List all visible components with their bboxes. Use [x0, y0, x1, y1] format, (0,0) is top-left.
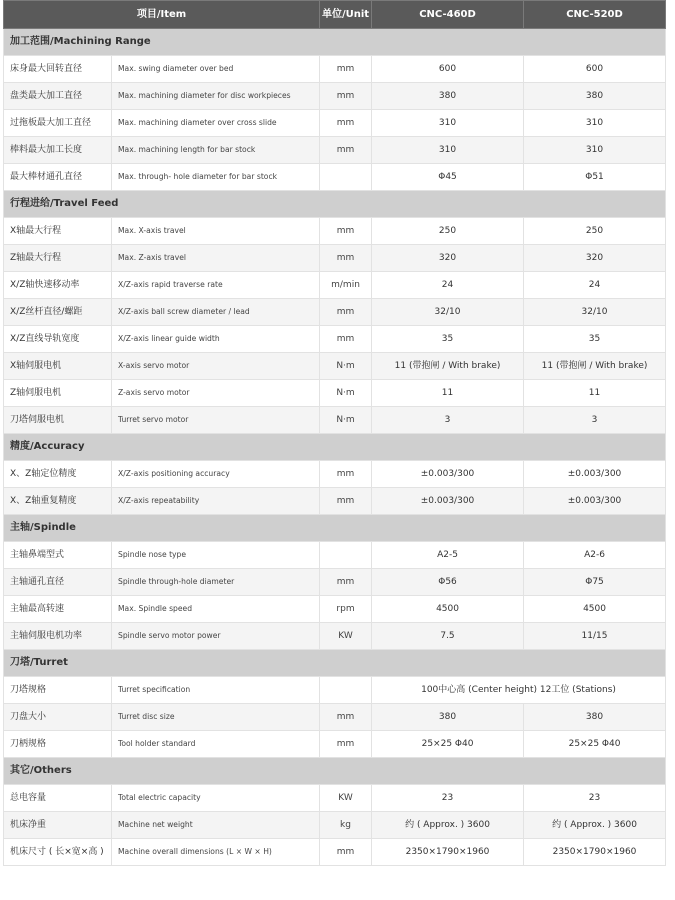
spec-sheet [3, 0, 665, 866]
header-model-b: CNC-520D [524, 1, 666, 29]
spec-name-zh: 刀塔伺服电机 [4, 407, 112, 434]
spec-unit: mm [320, 461, 372, 488]
spec-row [4, 326, 666, 353]
spec-unit: N·m [320, 353, 372, 380]
section-header-row [4, 650, 666, 677]
spec-name-en: Turret specification [112, 677, 320, 704]
spec-table [3, 0, 666, 866]
spec-name-en: Turret servo motor [112, 407, 320, 434]
spec-name-en: Max. X-axis travel [112, 218, 320, 245]
spec-name-en: Max. machining length for bar stock [112, 137, 320, 164]
spec-row [4, 245, 666, 272]
spec-name-zh: 机床尺寸 ( 长×宽×高 ) [4, 839, 112, 866]
spec-row [4, 542, 666, 569]
spec-row [4, 461, 666, 488]
spec-unit [320, 542, 372, 569]
spec-row [4, 299, 666, 326]
spec-row [4, 407, 666, 434]
spec-row [4, 596, 666, 623]
spec-value-cnc-460d: ±0.003/300 [372, 461, 524, 488]
spec-value-cnc-460d: 约 ( Approx. ) 3600 [372, 812, 524, 839]
spec-unit: m/min [320, 272, 372, 299]
header-model-a: CNC-460D [372, 1, 524, 29]
spec-value-cnc-460d: 11 (带抱闸 / With brake) [372, 353, 524, 380]
spec-unit: mm [320, 56, 372, 83]
spec-name-en: Max. swing diameter over bed [112, 56, 320, 83]
spec-name-en: Spindle through-hole diameter [112, 569, 320, 596]
spec-name-en: Max. through- hole diameter for bar stock [112, 164, 320, 191]
section-title: 加工范围/Machining Range [4, 29, 666, 56]
spec-name-en: Max. Spindle speed [112, 596, 320, 623]
spec-name-zh: 机床净重 [4, 812, 112, 839]
spec-row [4, 56, 666, 83]
spec-unit: rpm [320, 596, 372, 623]
spec-name-en: X/Z-axis positioning accuracy [112, 461, 320, 488]
spec-row [4, 164, 666, 191]
spec-unit: mm [320, 218, 372, 245]
spec-unit: N·m [320, 407, 372, 434]
spec-row [4, 137, 666, 164]
spec-name-zh: X/Z轴快速移动率 [4, 272, 112, 299]
spec-value-cnc-460d: 4500 [372, 596, 524, 623]
spec-value-cnc-520d: 3 [524, 407, 666, 434]
spec-row [4, 569, 666, 596]
spec-name-zh: 主轴最高转速 [4, 596, 112, 623]
spec-value-cnc-520d: 2350×1790×1960 [524, 839, 666, 866]
spec-value-cnc-460d: 380 [372, 83, 524, 110]
spec-name-zh: 最大棒材通孔直径 [4, 164, 112, 191]
spec-value-cnc-520d: ±0.003/300 [524, 461, 666, 488]
spec-unit: N·m [320, 380, 372, 407]
spec-name-en: Tool holder standard [112, 731, 320, 758]
spec-value-cnc-520d: 310 [524, 137, 666, 164]
spec-value-cnc-460d: Φ45 [372, 164, 524, 191]
spec-row [4, 380, 666, 407]
spec-value-cnc-520d: 600 [524, 56, 666, 83]
spec-name-zh: X/Z丝杆直径/螺距 [4, 299, 112, 326]
spec-row [4, 677, 666, 704]
spec-name-zh: Z轴最大行程 [4, 245, 112, 272]
spec-name-zh: 过拖板最大加工直径 [4, 110, 112, 137]
spec-value-cnc-460d: 24 [372, 272, 524, 299]
spec-unit: mm [320, 488, 372, 515]
spec-value-cnc-520d: 24 [524, 272, 666, 299]
spec-value-cnc-460d: 32/10 [372, 299, 524, 326]
spec-value-cnc-520d: 11 (带抱闸 / With brake) [524, 353, 666, 380]
section-header-row [4, 191, 666, 218]
spec-row [4, 839, 666, 866]
spec-value-cnc-460d: 250 [372, 218, 524, 245]
spec-name-en: X/Z-axis linear guide width [112, 326, 320, 353]
spec-row [4, 83, 666, 110]
spec-name-en: Spindle nose type [112, 542, 320, 569]
spec-unit [320, 677, 372, 704]
spec-name-zh: 刀柄规格 [4, 731, 112, 758]
spec-value-cnc-460d: 35 [372, 326, 524, 353]
spec-name-zh: X轴伺服电机 [4, 353, 112, 380]
section-title: 刀塔/Turret [4, 650, 666, 677]
spec-unit: mm [320, 137, 372, 164]
spec-unit: KW [320, 623, 372, 650]
section-header-row [4, 434, 666, 461]
spec-name-en: Machine overall dimensions (L × W × H) [112, 839, 320, 866]
spec-value-cnc-520d: 约 ( Approx. ) 3600 [524, 812, 666, 839]
spec-value-cnc-460d: 3 [372, 407, 524, 434]
spec-row [4, 272, 666, 299]
spec-value-cnc-520d: 32/10 [524, 299, 666, 326]
spec-unit: mm [320, 326, 372, 353]
spec-unit: mm [320, 731, 372, 758]
spec-value-cnc-520d: ±0.003/300 [524, 488, 666, 515]
spec-value-cnc-460d: 23 [372, 785, 524, 812]
spec-name-zh: 主轴鼻端型式 [4, 542, 112, 569]
spec-name-zh: 棒料最大加工长度 [4, 137, 112, 164]
spec-name-en: Max. machining diameter over cross slide [112, 110, 320, 137]
spec-unit: KW [320, 785, 372, 812]
spec-name-en: Max. Z-axis travel [112, 245, 320, 272]
section-header-row [4, 515, 666, 542]
spec-value-cnc-520d: 11/15 [524, 623, 666, 650]
spec-name-zh: X、Z轴重复精度 [4, 488, 112, 515]
spec-row [4, 704, 666, 731]
spec-value-cnc-460d: 310 [372, 110, 524, 137]
spec-name-en: Turret disc size [112, 704, 320, 731]
spec-body [4, 29, 666, 866]
spec-name-en: Total electric capacity [112, 785, 320, 812]
spec-unit: mm [320, 110, 372, 137]
spec-value-cnc-460d: Φ56 [372, 569, 524, 596]
spec-name-zh: 刀盘大小 [4, 704, 112, 731]
spec-unit [320, 164, 372, 191]
spec-value-cnc-460d: 2350×1790×1960 [372, 839, 524, 866]
spec-value-shared: 100中心高 (Center height) 12工位 (Stations) [372, 677, 666, 704]
spec-name-zh: 主轴通孔直径 [4, 569, 112, 596]
spec-value-cnc-460d: 25×25 Φ40 [372, 731, 524, 758]
spec-value-cnc-520d: 23 [524, 785, 666, 812]
spec-value-cnc-520d: 380 [524, 83, 666, 110]
section-title: 其它/Others [4, 758, 666, 785]
spec-value-cnc-520d: 380 [524, 704, 666, 731]
spec-value-cnc-460d: A2-5 [372, 542, 524, 569]
spec-value-cnc-520d: A2-6 [524, 542, 666, 569]
header-item: 项目/Item [4, 1, 320, 29]
spec-value-cnc-460d: 320 [372, 245, 524, 272]
spec-row [4, 812, 666, 839]
spec-value-cnc-460d: 7.5 [372, 623, 524, 650]
section-header-row [4, 29, 666, 56]
spec-name-zh: 盘类最大加工直径 [4, 83, 112, 110]
section-title: 主轴/Spindle [4, 515, 666, 542]
spec-row [4, 623, 666, 650]
spec-row [4, 488, 666, 515]
spec-row [4, 110, 666, 137]
spec-value-cnc-460d: 310 [372, 137, 524, 164]
spec-row [4, 731, 666, 758]
spec-value-cnc-520d: 250 [524, 218, 666, 245]
spec-value-cnc-520d: Φ51 [524, 164, 666, 191]
spec-name-en: X/Z-axis ball screw diameter / lead [112, 299, 320, 326]
spec-name-en: X/Z-axis repeatability [112, 488, 320, 515]
spec-unit: mm [320, 569, 372, 596]
spec-value-cnc-520d: 11 [524, 380, 666, 407]
spec-value-cnc-460d: 11 [372, 380, 524, 407]
spec-name-en: Max. machining diameter for disc workpieces [112, 83, 320, 110]
spec-value-cnc-460d: 380 [372, 704, 524, 731]
spec-value-cnc-520d: 310 [524, 110, 666, 137]
spec-name-zh: X/Z直线导轨宽度 [4, 326, 112, 353]
spec-value-cnc-520d: Φ75 [524, 569, 666, 596]
spec-name-en: X/Z-axis rapid traverse rate [112, 272, 320, 299]
section-title: 精度/Accuracy [4, 434, 666, 461]
spec-value-cnc-520d: 35 [524, 326, 666, 353]
section-header-row [4, 758, 666, 785]
spec-row [4, 218, 666, 245]
spec-unit: mm [320, 839, 372, 866]
spec-name-zh: 主轴伺服电机功率 [4, 623, 112, 650]
spec-unit: mm [320, 83, 372, 110]
spec-unit: mm [320, 299, 372, 326]
spec-name-zh: 总电容量 [4, 785, 112, 812]
header-unit: 单位/Unit [320, 1, 372, 29]
spec-name-en: X-axis servo motor [112, 353, 320, 380]
spec-name-zh: X轴最大行程 [4, 218, 112, 245]
spec-unit: kg [320, 812, 372, 839]
header-row [4, 1, 666, 29]
spec-value-cnc-520d: 4500 [524, 596, 666, 623]
spec-unit: mm [320, 704, 372, 731]
spec-name-en: Machine net weight [112, 812, 320, 839]
spec-name-zh: 刀塔规格 [4, 677, 112, 704]
spec-name-zh: Z轴伺服电机 [4, 380, 112, 407]
spec-name-zh: X、Z轴定位精度 [4, 461, 112, 488]
spec-row [4, 353, 666, 380]
spec-row [4, 785, 666, 812]
spec-value-cnc-460d: ±0.003/300 [372, 488, 524, 515]
spec-value-cnc-460d: 600 [372, 56, 524, 83]
spec-value-cnc-520d: 25×25 Φ40 [524, 731, 666, 758]
spec-value-cnc-520d: 320 [524, 245, 666, 272]
spec-name-en: Z-axis servo motor [112, 380, 320, 407]
section-title: 行程进给/Travel Feed [4, 191, 666, 218]
spec-name-en: Spindle servo motor power [112, 623, 320, 650]
spec-name-zh: 床身最大回转直径 [4, 56, 112, 83]
spec-unit: mm [320, 245, 372, 272]
